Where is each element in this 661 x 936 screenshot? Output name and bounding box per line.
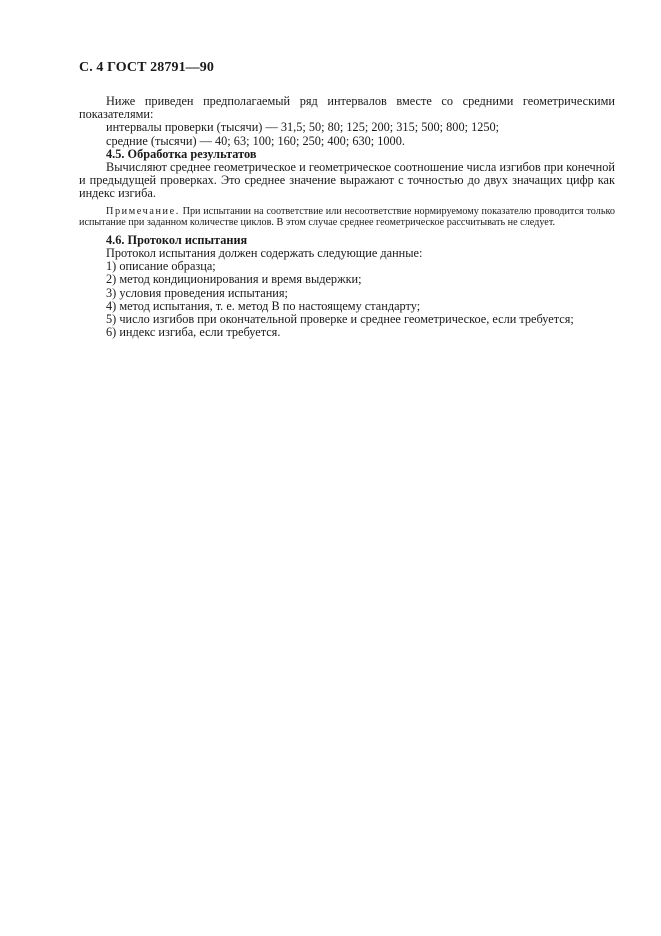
- list-item: 3) условия проведения испытания;: [106, 285, 288, 300]
- section-4-5-paragraph: Вычисляют среднее геометрическое и геометрическое соотношение числа изгибов при конечной и предыдущей проверках. Это среднее значение выражают с точностью до двух значащих цифр как индекс изгиба.: [79, 160, 615, 201]
- note-paragraph: [79, 206, 615, 229]
- section-4-5-heading: 4.5. Обработка результатов: [106, 146, 257, 161]
- section-4-6-heading: 4.6. Протокол испытания: [106, 232, 248, 247]
- intro-paragraph: Ниже приведен предполагаемый ряд интервалов вместе со средними геометрическими показателями:: [79, 94, 615, 122]
- intervals-line: интервалы проверки (тысячи) — 31,5; 50; 80; 125; 200; 315; 500; 800; 1250;: [106, 120, 500, 135]
- section-4-6-intro: Протокол испытания должен содержать следующие данные:: [106, 246, 423, 261]
- note-label: Примечание.: [106, 205, 180, 217]
- list-item: 1) описание образца;: [106, 259, 216, 274]
- list-item: 6) индекс изгиба, если требуется.: [106, 325, 281, 340]
- means-line: средние (тысячи) — 40; 63; 100; 160; 250; 400; 630; 1000.: [106, 133, 405, 148]
- document-body: [79, 95, 615, 339]
- page-header: С. 4 ГОСТ 28791—90: [79, 60, 214, 75]
- note-text: При испытании на соответствие или несоответствие нормируемому показателю проводится только испытание при заданном количестве циклов. В этом случае среднее геометрическое рассчитывать не следует.: [79, 205, 615, 229]
- list-item: 4) метод испытания, т. е. метод В по настоящему стандарту;: [106, 298, 421, 313]
- list-item: 2) метод кондиционирования и время выдержки;: [106, 272, 362, 287]
- list-item: 5) число изгибов при окончательной проверке и среднее геометрическое, если требуется;: [106, 312, 574, 327]
